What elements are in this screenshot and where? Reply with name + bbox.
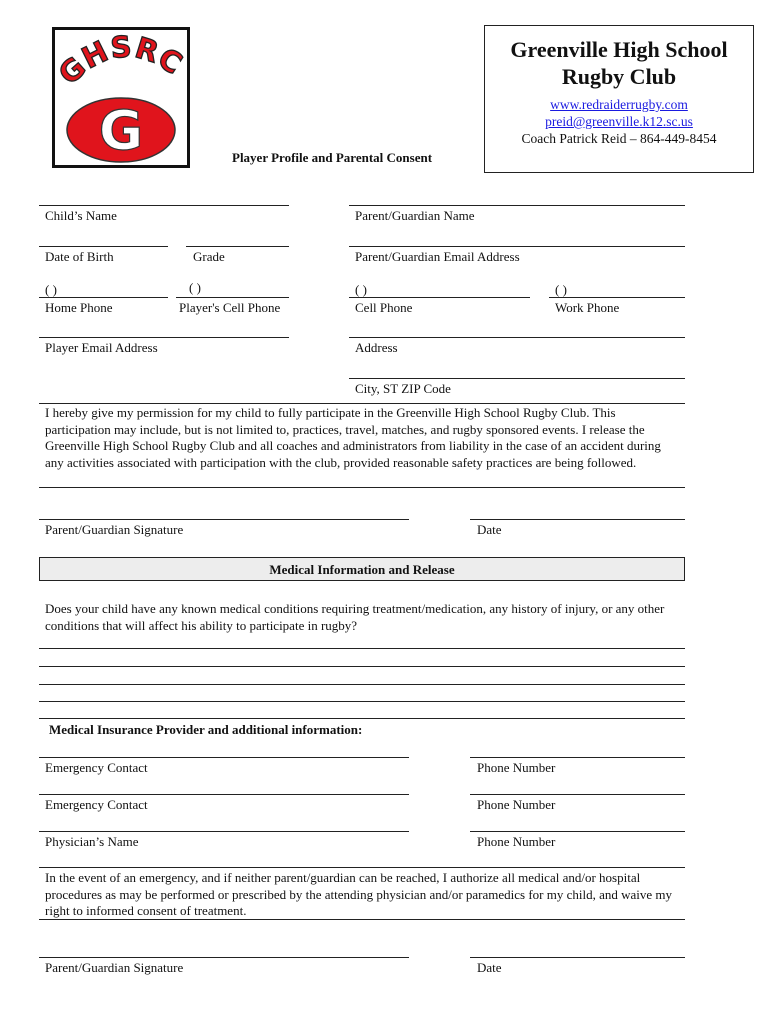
medical-release-text: In the event of an emergency, and if neither parent/guardian can be reached, I authorize all medical and/or hospital procedures as may be performed or prescribed by the attending physician and/or paramedics for my child, and waive my right to informed consent of treatment. bbox=[45, 870, 673, 918]
physician-name-line[interactable] bbox=[39, 831, 409, 832]
dob-line[interactable] bbox=[39, 246, 168, 247]
emergency-phone-1-label: Phone Number bbox=[477, 760, 556, 775]
medical-signature-line[interactable] bbox=[39, 957, 409, 958]
website-link[interactable]: www.redraiderrugby.com bbox=[550, 97, 688, 112]
grade-label: Grade bbox=[193, 249, 225, 264]
club-title-line2: Rugby Club bbox=[561, 64, 677, 89]
consent-signature-label: Parent/Guardian Signature bbox=[45, 522, 184, 537]
club-logo bbox=[52, 27, 190, 168]
city-label: City, ST ZIP Code bbox=[355, 381, 451, 396]
ghsrc-logo-icon bbox=[55, 30, 187, 165]
form-subtitle: Player Profile and Parental Consent bbox=[232, 150, 433, 165]
child-name-line[interactable] bbox=[39, 205, 289, 206]
release-top-rule bbox=[39, 867, 685, 868]
logo-text: GHSRC bbox=[55, 30, 187, 92]
logo-letter: G bbox=[98, 99, 144, 162]
medical-date-line[interactable] bbox=[470, 957, 685, 958]
address-line[interactable] bbox=[349, 337, 685, 338]
emergency-contact-2-line[interactable] bbox=[39, 794, 409, 795]
player-cell-label: Player's Cell Phone bbox=[179, 300, 281, 315]
grade-line[interactable] bbox=[186, 246, 289, 247]
child-name-label: Child’s Name bbox=[45, 208, 117, 223]
medical-answer-line-5[interactable] bbox=[39, 718, 685, 719]
consent-bottom-rule bbox=[39, 487, 685, 488]
home-phone-line[interactable] bbox=[39, 297, 168, 298]
emergency-contact-1-line[interactable] bbox=[39, 757, 409, 758]
player-cell-line[interactable] bbox=[176, 297, 289, 298]
emergency-phone-1-line[interactable] bbox=[470, 757, 685, 758]
coach-contact: Coach Patrick Reid – 864-449-8454 bbox=[521, 131, 717, 146]
consent-top-rule bbox=[39, 403, 685, 404]
consent-date-line[interactable] bbox=[470, 519, 685, 520]
medical-section-heading: Medical Information and Release bbox=[39, 557, 685, 581]
medical-signature-label: Parent/Guardian Signature bbox=[45, 960, 184, 975]
consent-text: I hereby give my permission for my child to fully participate in the Greenville High School Rugby Club. This participation may include, but is not limited to, practices, travel, matches, and rugby sponsored events. I release the Greenville High School Rugby Club and all coaches and administrators from liability in the case of an accident during any activities associated with participation with the club, provided reasonable safety practices are being followed. bbox=[45, 405, 661, 470]
work-phone-label: Work Phone bbox=[555, 300, 620, 315]
physician-phone-line[interactable] bbox=[470, 831, 685, 832]
club-info-box bbox=[484, 25, 754, 173]
medical-answer-line-3[interactable] bbox=[39, 684, 685, 685]
player-cell-area: ( ) bbox=[189, 280, 201, 295]
emergency-contact-1-label: Emergency Contact bbox=[45, 760, 148, 775]
medical-date-label: Date bbox=[477, 960, 502, 975]
emergency-phone-2-line[interactable] bbox=[470, 794, 685, 795]
cell-phone-line[interactable] bbox=[349, 297, 530, 298]
address-label: Address bbox=[355, 340, 398, 355]
work-phone-line[interactable] bbox=[549, 297, 685, 298]
consent-signature-line[interactable] bbox=[39, 519, 409, 520]
svg-text:GHSRC bbox=[55, 30, 187, 91]
player-email-line[interactable] bbox=[39, 337, 289, 338]
medical-answer-line-4[interactable] bbox=[39, 701, 685, 702]
parent-name-label: Parent/Guardian Name bbox=[355, 208, 475, 223]
cell-phone-area: ( ) bbox=[355, 282, 367, 297]
insurance-label: Medical Insurance Provider and additional information: bbox=[49, 722, 363, 737]
medical-answer-line-2[interactable] bbox=[39, 666, 685, 667]
release-bottom-rule bbox=[39, 919, 685, 920]
medical-answer-line-1[interactable] bbox=[39, 648, 685, 649]
home-phone-label: Home Phone bbox=[45, 300, 113, 315]
physician-phone-label: Phone Number bbox=[477, 834, 556, 849]
club-title-line1: Greenville High School bbox=[510, 37, 728, 62]
dob-label: Date of Birth bbox=[45, 249, 114, 264]
physician-name-label: Physician’s Name bbox=[45, 834, 139, 849]
work-phone-area: ( ) bbox=[555, 282, 567, 297]
parent-email-line[interactable] bbox=[349, 246, 685, 247]
cell-phone-label: Cell Phone bbox=[355, 300, 413, 315]
player-email-label: Player Email Address bbox=[45, 340, 158, 355]
parent-email-label: Parent/Guardian Email Address bbox=[355, 249, 520, 264]
medical-question: Does your child have any known medical conditions requiring treatment/medication, any history of injury, or any other conditions that will affect his ability to participate in rugby? bbox=[45, 601, 665, 633]
city-line[interactable] bbox=[349, 378, 685, 379]
consent-date-label: Date bbox=[477, 522, 502, 537]
emergency-phone-2-label: Phone Number bbox=[477, 797, 556, 812]
emergency-contact-2-label: Emergency Contact bbox=[45, 797, 148, 812]
email-link[interactable]: preid@greenville.k12.sc.us bbox=[545, 114, 693, 129]
home-phone-area: ( ) bbox=[45, 282, 57, 297]
parent-name-line[interactable] bbox=[349, 205, 685, 206]
